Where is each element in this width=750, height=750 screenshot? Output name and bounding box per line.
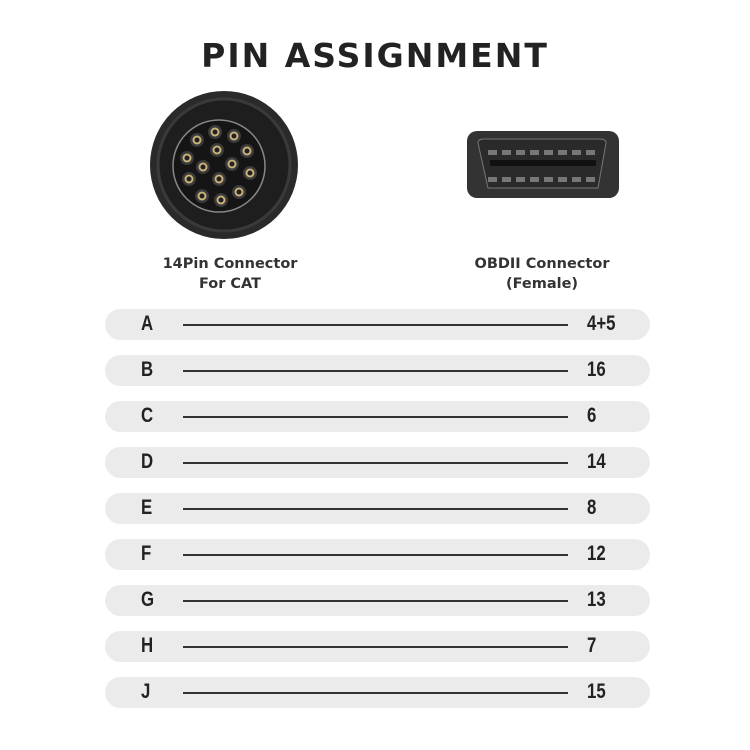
connection-line bbox=[183, 554, 568, 556]
obd-caption-line1: OBDII Connector bbox=[474, 256, 610, 272]
obd-pin-slot bbox=[558, 150, 567, 155]
pin-socket bbox=[187, 177, 192, 182]
pin-row bbox=[105, 585, 650, 616]
pin-socket bbox=[248, 171, 253, 176]
connection-line bbox=[183, 416, 568, 418]
obd2-connector-image bbox=[460, 125, 625, 210]
obd-pin-slot bbox=[502, 150, 511, 155]
pin-socket bbox=[195, 138, 200, 143]
obd-pin-slot bbox=[586, 150, 595, 155]
connection-line bbox=[183, 646, 568, 648]
cat-caption-line2: For CAT bbox=[198, 276, 262, 292]
pin-socket bbox=[201, 165, 206, 170]
obd-pin-label: 4+5 bbox=[587, 312, 616, 335]
pin-row bbox=[105, 447, 650, 478]
pin-row bbox=[105, 401, 650, 432]
pin-row bbox=[105, 631, 650, 662]
connection-line bbox=[183, 600, 568, 602]
obd-pin-slot bbox=[530, 150, 539, 155]
cat-pin-label: B bbox=[141, 358, 154, 381]
obd-connector-caption bbox=[452, 254, 632, 294]
cat-pin-label: J bbox=[141, 680, 151, 703]
cat-14pin-connector-image bbox=[145, 85, 310, 245]
pin-row bbox=[105, 677, 650, 708]
obd-pin-label: 12 bbox=[587, 542, 606, 565]
cat-connector-caption bbox=[140, 254, 320, 294]
pin-socket bbox=[245, 149, 250, 154]
connection-line bbox=[183, 370, 568, 372]
connection-line bbox=[183, 692, 568, 694]
obd-caption-line2: (Female) bbox=[505, 276, 579, 292]
cat-pin-label: D bbox=[141, 450, 154, 473]
cat-pin-label: H bbox=[141, 634, 154, 657]
obd-pin-slot bbox=[488, 177, 497, 182]
obd-pin-label: 8 bbox=[587, 496, 597, 519]
pin-row bbox=[105, 539, 650, 570]
obd-pin-slot bbox=[572, 177, 581, 182]
pin-socket bbox=[232, 134, 237, 139]
pin-row bbox=[105, 309, 650, 340]
obd-pin-label: 13 bbox=[587, 588, 606, 611]
obd-pin-slot bbox=[516, 150, 525, 155]
obd-pin-slot bbox=[544, 177, 553, 182]
pin-socket bbox=[185, 156, 190, 161]
pin-socket bbox=[215, 148, 220, 153]
obd-pin-slot bbox=[502, 177, 511, 182]
obd-pin-slot bbox=[516, 177, 525, 182]
pin-socket bbox=[237, 190, 242, 195]
obd-pin-label: 15 bbox=[587, 680, 606, 703]
pin-socket bbox=[230, 162, 235, 167]
pin-row bbox=[105, 355, 650, 386]
obd-pin-slot bbox=[530, 177, 539, 182]
obd-pin-label: 6 bbox=[587, 404, 597, 427]
pin-row bbox=[105, 493, 650, 524]
obd-pin-slot bbox=[488, 150, 497, 155]
pin-socket bbox=[213, 130, 218, 135]
connection-line bbox=[183, 508, 568, 510]
cat-pin-label: E bbox=[141, 496, 153, 519]
cat-pin-label: F bbox=[141, 542, 152, 565]
pin-socket bbox=[200, 194, 205, 199]
obd-pin-slot bbox=[544, 150, 553, 155]
obd-pin-slot bbox=[572, 150, 581, 155]
obd-pin-label: 14 bbox=[587, 450, 606, 473]
cat-pin-label: A bbox=[141, 312, 154, 335]
cat-pin-label: G bbox=[141, 588, 155, 611]
cat-pin-label: C bbox=[141, 404, 154, 427]
obd-pin-label: 7 bbox=[587, 634, 597, 657]
obd-pin-slot bbox=[558, 177, 567, 182]
obd-pin-label: 16 bbox=[587, 358, 606, 381]
pin-socket bbox=[217, 177, 222, 182]
page-title: PIN ASSIGNMENT bbox=[201, 36, 549, 75]
pin-socket bbox=[219, 198, 224, 203]
connection-line bbox=[183, 324, 568, 326]
obd-pin-slot bbox=[586, 177, 595, 182]
connection-line bbox=[183, 462, 568, 464]
cat-caption-line1: 14Pin Connector bbox=[162, 256, 298, 272]
